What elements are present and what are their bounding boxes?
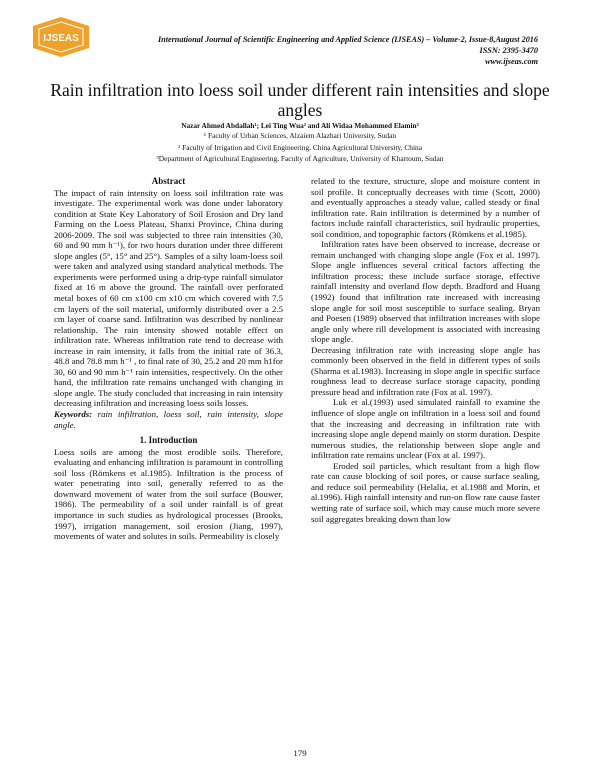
body-paragraph-2: Infiltration rates have been observed to increase, decrease or remain unchanged with changing slope angle (Fox et al. 1997). Slope angle influences several critical factors affecting the infiltration process; these include surface storage, effective rainfall intensity and overland flow depth. Bradford and Huang (1992) found that infiltration rate increased with increasing slope angle for soil most susceptible to surface sealing. Bryan and Poesen (1989) observed that infiltration increases with slope angle only where rill development is associated with increasing slope angle. bbox=[311, 239, 540, 345]
journal-name: International Journal of Scientific Engineering and Applied Science (IJSEAS) – Volume-2, Issue-8,August 2016 bbox=[157, 35, 538, 44]
affiliation-1: ¹ Faculty of Urban Sciences, Alzaiem Alazhari University, Sudan bbox=[203, 131, 397, 140]
affiliation-3: ³Department of Agricultural Engineering, Faculty of Agriculture, University of Khartoum, Sudan bbox=[156, 154, 444, 163]
page-number: 179 bbox=[293, 748, 307, 758]
keywords-list: rain infiltration, loess soil, rain intensity, slope angle. bbox=[54, 409, 283, 430]
journal-logo bbox=[27, 16, 95, 58]
body-paragraph-5: Eroded soil particles, which resultant from a high flow rate can cause blocking of soil pores, or cause surface sealing, and reduce soil permeability (Helalia, et al.1988 and Morin, et al.1996). High rainfall intensity and run-on flow rate cause faster wetting rate of surface soil, which may cause much more severe soil aggregates breaking down than low bbox=[311, 460, 540, 524]
journal-website: www.ijseas.com bbox=[485, 57, 538, 66]
right-column bbox=[311, 176, 540, 524]
body-paragraph-1: related to the texture, structure, slope and moisture content in soil profile. It conceptually decreases with time (Scott, 2000) and eventually approaches a steady value, called steady or final infiltration rate. Rain infiltration is determined by a number of factors include rainfall characteristics, soil hydraulic properties, soil condition, and topographic factors (Römkens et al.1985). bbox=[311, 176, 540, 239]
abstract-heading: Abstract bbox=[151, 176, 186, 186]
introduction-heading: 1. Introduction bbox=[139, 435, 198, 446]
keywords bbox=[54, 409, 283, 430]
journal-header bbox=[158, 34, 538, 67]
paper-authors: Nazar Ahmed Abdallah¹; Lei Ting Wua² and Ali Widaa Mohammed Elamin³ bbox=[181, 121, 419, 130]
introduction-paragraph-1: Loess soils are among the most erodible soils. Therefore, evaluating and enhancing infiltration is paramount in controlling soil loss (Römkens et al.1985). Infiltration is the process of water penetrating into soil, generally referred to as the downward movement of water from the soil surface (Bouwer, 1986). The permeability of a soil under rainfall is of great importance in such studies as hydrological processes (Brooks, 1997), irrigation management, soil erosion (Jiang, 1997), movements of water and solutes in soils. Permeability is closely bbox=[54, 446, 283, 542]
keywords-label: Keywords: bbox=[54, 409, 93, 420]
paper-title: Rain infiltration into loess soil under different rain intensities and slope angles bbox=[50, 80, 550, 120]
abstract-body: The impact of rain intensity on loess soil infiltration rate was investigate. The experimental work was done under laboratory condition at State Key Laboratory of Soil Erosion and Dry land Farming on the Loess Plateau, Shanxi Province, China during 2006-2009. The soil was subjected to three rain intensities (30, 60 and 90 mm h⁻¹), for two hours duration under three different slope angles (5°, 15° and 25°). Samples of a silty loam-loess soil were taken and analyzed using standard analytical methods. The experiments were performed using a drip-type rainfall simulator fixed at 16 m above the ground. The rainfall over perforated metal boxes of 60 cm x100 cm x10 cm which covered with 7.5 cm layers of the soil material, uniformly distributed over a 2.5 cm layer of coarse sand. Infiltration was described by nonlinear relationship. The rain intensity showed notable effect on infiltration rate. Whereas infiltration rate tend to decrease with increase in rain intensity, it falls from the initial rate of 36.3, 48.8 and 78.8 mm h⁻¹ , to final rate of 30, 25.2 and 20 mm h1for 30, 60 and 90 mm h⁻¹ rain intensities, respectively. On the other hand, the infiltration rate remains unchanged with changing in slope angle. The study concluded that increasing in rain intensity decreasing infiltration and increasing loess soils losses. bbox=[54, 187, 283, 409]
body-paragraph-4: Luk et al.(1993) used simulated rainfall to examine the influence of slope angle on infiltration in a loess soil and found that the increasing and decreasing in infiltration rate with increasing slope angle depend mainly on storm duration. Despite numerous studies, the relationship between slope angle and infiltration rate remains unclear (Fox at al. 1997). bbox=[311, 397, 540, 461]
affiliation-2: ² Faculty of Irrigation and Civil Engineering, China Agricultural University, China bbox=[178, 143, 422, 152]
left-column bbox=[54, 176, 283, 542]
journal-issn: ISSN: 2395-3470 bbox=[479, 46, 538, 55]
body-paragraph-3: Decreasing infiltration rate with increasing slope angle has commonly been observed in the field in different types of soils (Sharma et al.1983). Increasing in slope angle in specific surface roughness lead to decrease surface storage capacity, ponding pressure head and infiltration rate (Fox at al. 1997). bbox=[311, 344, 540, 397]
logo-text: IJSEAS bbox=[43, 33, 79, 44]
